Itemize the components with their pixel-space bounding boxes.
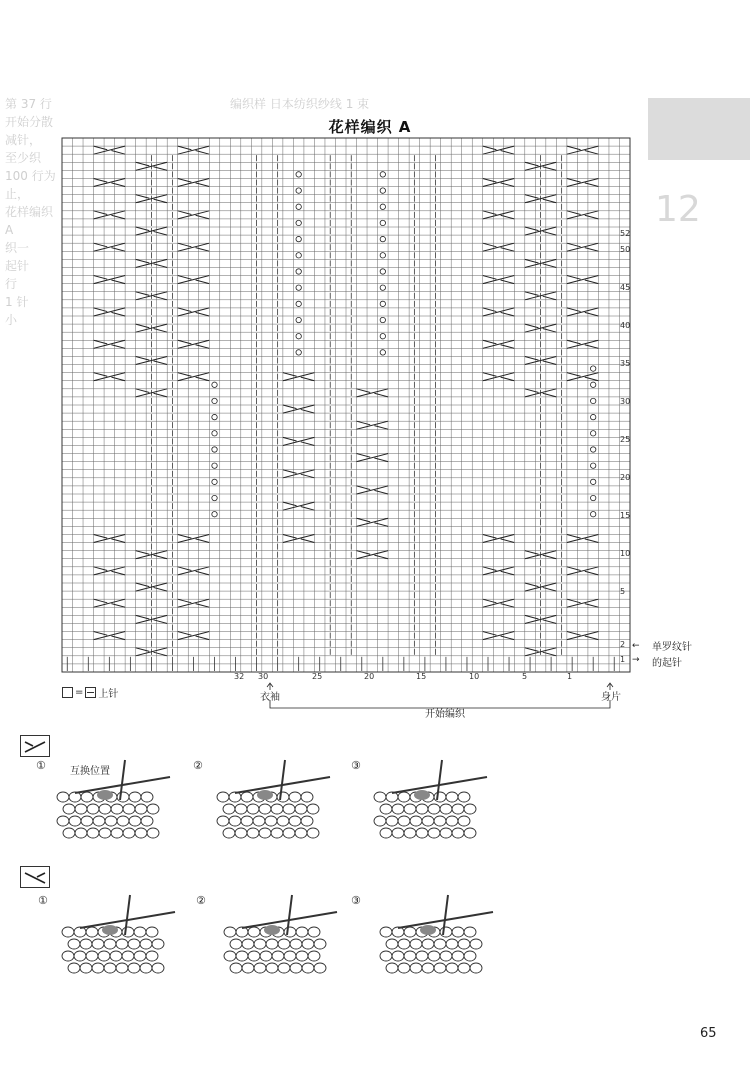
step-2-bottom: ② — [196, 894, 206, 907]
row-arrows: ← → — [632, 641, 640, 665]
step-1-bottom: ① — [38, 894, 48, 907]
row-number-10: 10 — [620, 549, 631, 558]
column-number-32: 32 — [234, 672, 245, 681]
body-label: 身片 — [601, 692, 621, 703]
step-2-top: ② — [193, 759, 203, 772]
left-cross-icon — [21, 867, 49, 887]
sleeve-label: 衣袖 — [260, 692, 280, 703]
right-cross-icon — [21, 736, 49, 756]
row-number-35: 35 — [620, 359, 631, 368]
ghost-number: 12 — [655, 189, 701, 230]
start-label: 开始编织 — [425, 709, 465, 720]
row-number-1: 1 — [620, 655, 626, 664]
page-number: 65 — [700, 1026, 717, 1041]
column-number-25: 25 — [312, 672, 323, 681]
legend-label: 上针 — [98, 689, 119, 700]
column-number-15: 15 — [416, 672, 427, 681]
chart-gridlines — [62, 138, 630, 672]
step-3-top: ③ — [351, 759, 361, 772]
step-3-bottom: ③ — [351, 894, 361, 907]
row-number-25: 25 — [620, 435, 631, 444]
swap-label: 互换位置 — [70, 766, 110, 777]
column-number-20: 20 — [364, 672, 375, 681]
chart-title: 花样编织 A — [328, 118, 412, 136]
left-cross-symbol — [20, 866, 50, 888]
column-number-5: 5 — [522, 672, 528, 681]
row-number-5: 5 — [620, 587, 626, 596]
row-number-30: 30 — [620, 397, 631, 406]
row-number-50: 50 — [620, 245, 631, 254]
ghost-text-top: 编织样 日本纺织纱线 1 束 — [230, 97, 370, 111]
cast-on-note: 单罗纹针 的起针 — [652, 642, 692, 669]
step-1-top: ① — [36, 759, 46, 772]
ghost-text-left: 第 37 行开始分散减针， 至少织 100 行为止， 花样编织 A 织一 起针 行 1 针 小 — [5, 97, 56, 327]
right-cross-symbol — [20, 735, 50, 757]
legend-equals: = — [75, 687, 84, 698]
column-number-10: 10 — [469, 672, 480, 681]
row-number-20: 20 — [620, 473, 631, 482]
row-number-40: 40 — [620, 321, 631, 330]
row-number-2: 2 — [620, 640, 626, 649]
eyelet-marks — [212, 172, 596, 517]
purl-cell-icon — [85, 687, 96, 698]
column-number-1: 1 — [567, 672, 573, 681]
row-number-45: 45 — [620, 283, 631, 292]
row-number-15: 15 — [620, 511, 631, 520]
column-number-30: 30 — [258, 672, 269, 681]
legend — [62, 685, 118, 700]
row-number-52: 52 — [620, 229, 631, 238]
blank-cell-icon — [62, 687, 73, 698]
